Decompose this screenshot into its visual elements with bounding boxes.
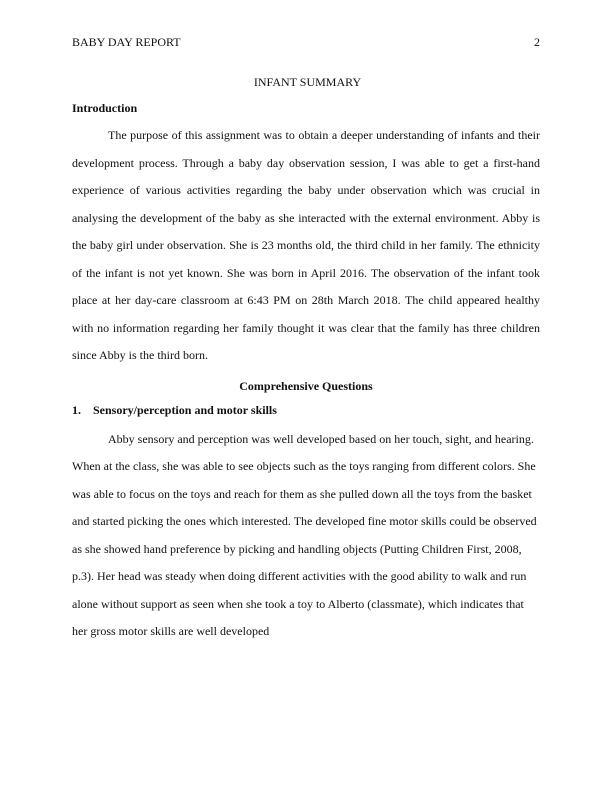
running-header [72, 34, 540, 50]
page-number: 2 [534, 35, 540, 49]
introduction-paragraph: The purpose of this assignment was to obtain a deeper understanding of infants and their development process. Through a baby day observation session, I was able to get a first-hand experience of various activities regarding the baby under observation which was crucial in analysing the development of the baby as she interacted with the external environment. Abby is the baby girl under observation. She is 23 months old, the third child in her family. The ethnicity of the infant is not yet known. She was born in April 2016. The observation of the infant took place at her day-care classroom at 6:43 PM on 28th March 2018. The child appeared healthy with no information regarding her family thought it was clear that the family has three children since Abby is the third born. [72, 128, 540, 362]
section-1-paragraph: Abby sensory and perception was well developed based on her touch, sight, and hearing. When at the class, she was able to see objects such as the toys ranging from different colors. She was able to focus on the toys and reach for them as she pulled down all the toys from the basket and started picking the ones which interested. The developed fine motor skills could be observed as she showed hand preference by picking and handling objects (Putting Children First, 2008, p.3). Her head was steady when doing different activities with the good ability to walk and run alone without support as seen when she took a toy to Alberto (classmate), which indicates that her gross motor skills are well developed [72, 431, 537, 638]
comprehensive-questions-heading: Comprehensive Questions [239, 378, 373, 393]
running-head-title: BABY DAY REPORT [72, 35, 181, 49]
section-1-heading [72, 400, 540, 420]
section-1-number: 1. [72, 402, 81, 417]
document-body [72, 72, 540, 646]
document-title: INFANT SUMMARY [253, 75, 362, 89]
introduction-heading: Introduction [72, 101, 138, 115]
section-1-title: Sensory/perception and motor skills [93, 402, 277, 417]
